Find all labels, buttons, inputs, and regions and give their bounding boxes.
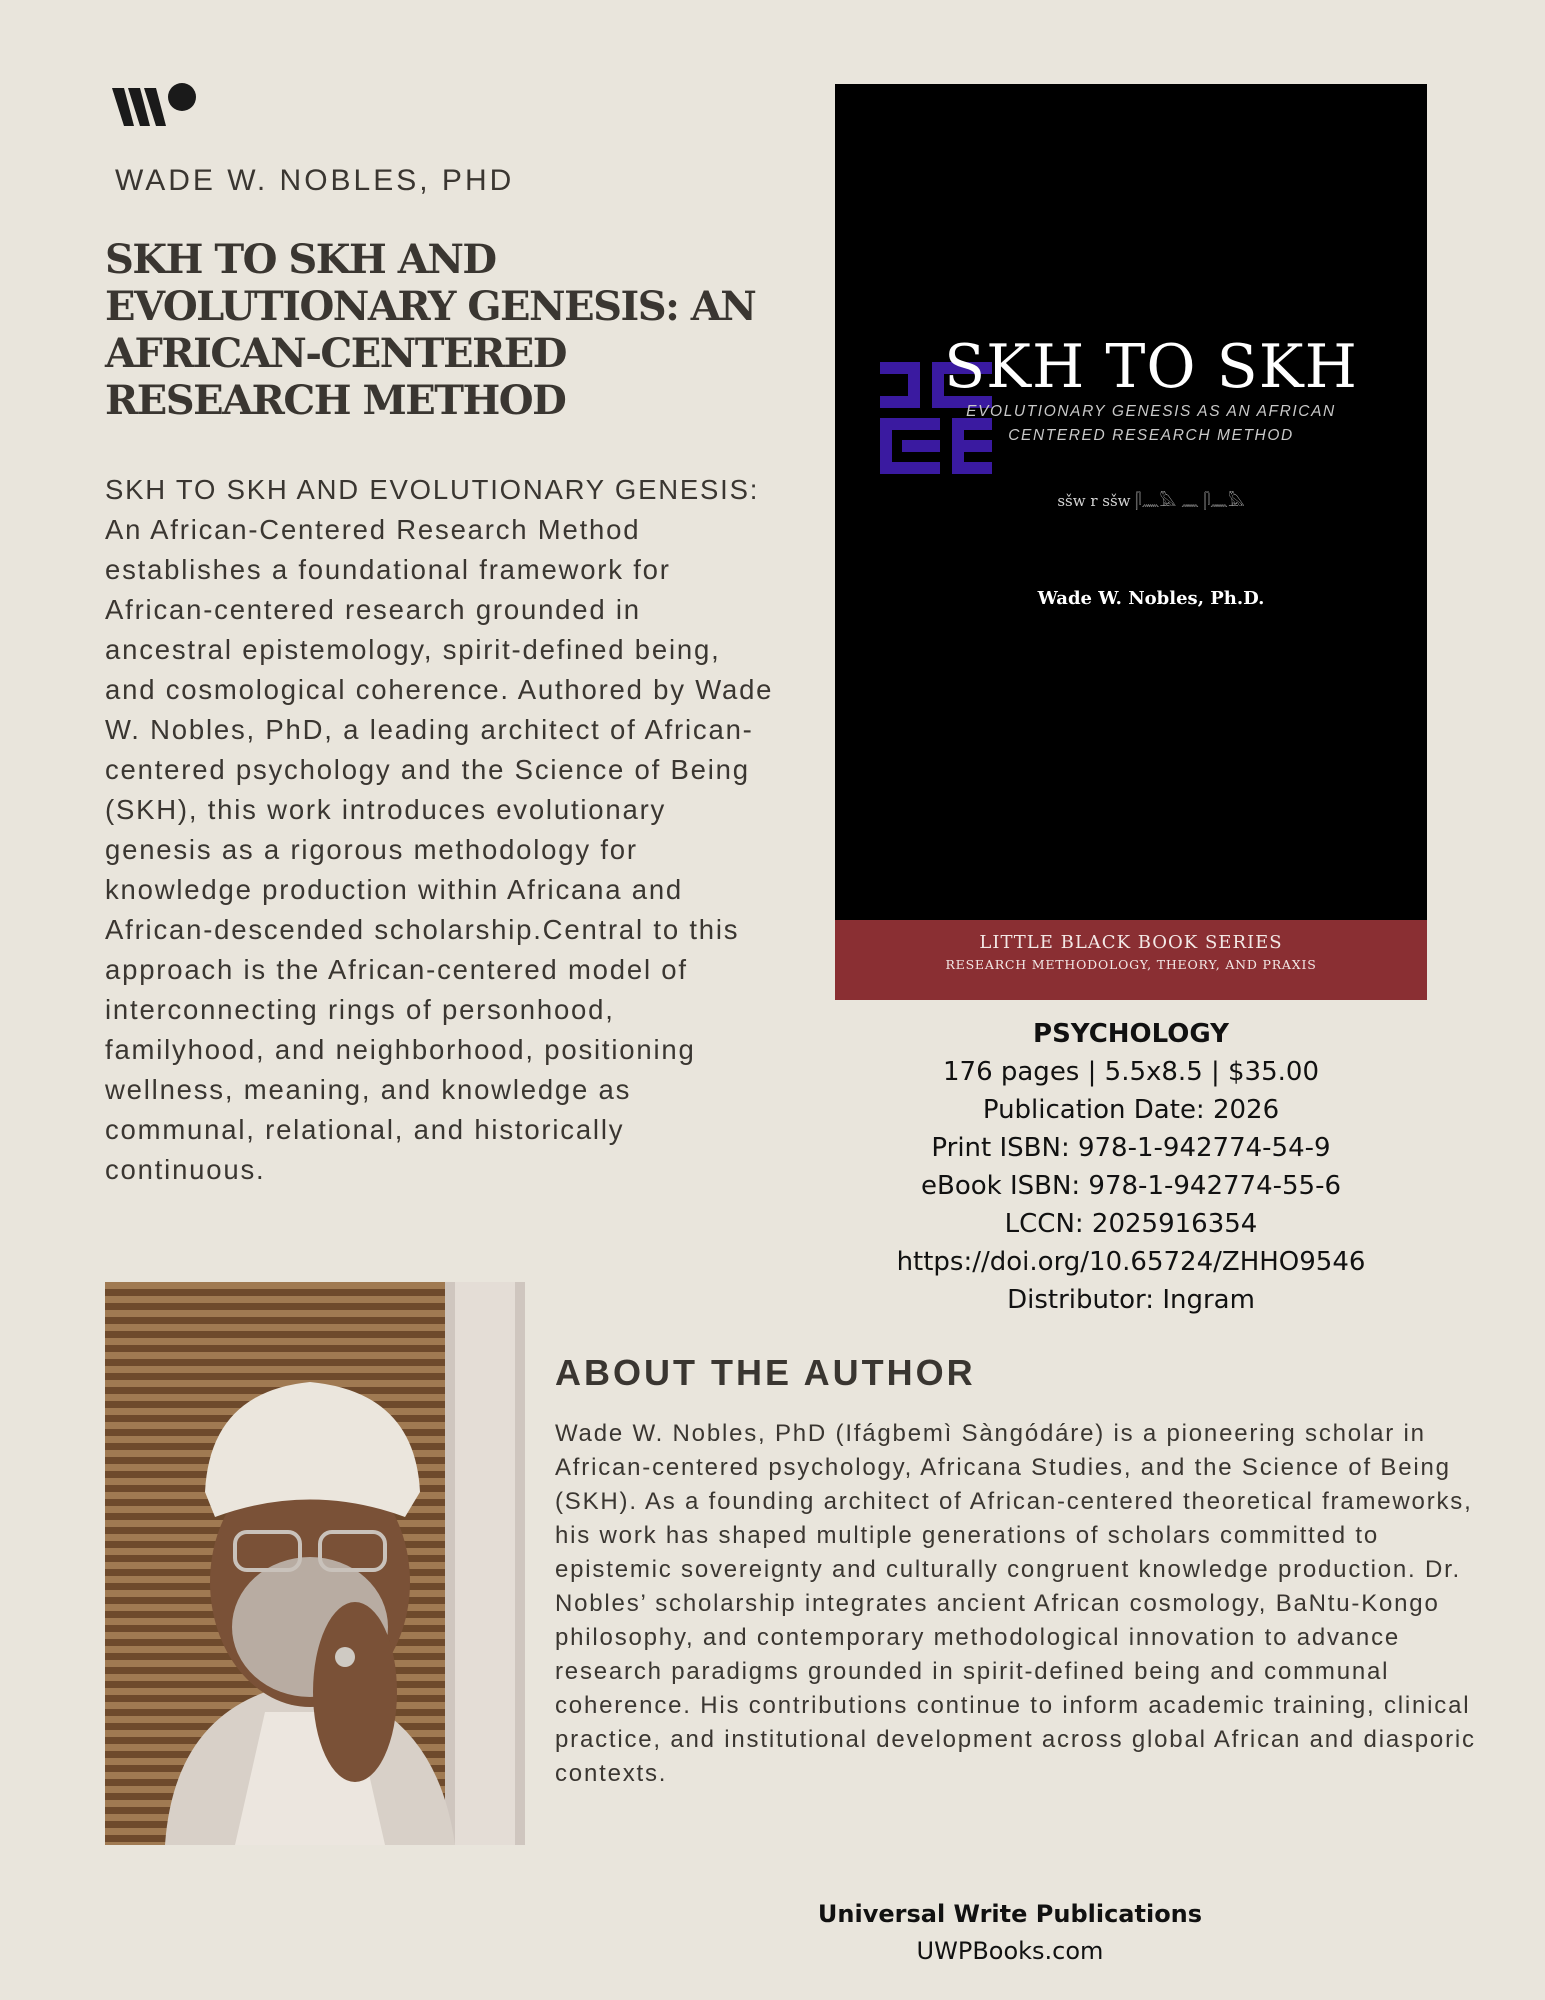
author-name: WADE W. NOBLES, PHD	[115, 164, 515, 197]
cover-subtitle-line1: EVOLUTIONARY GENESIS AS AN AFRICAN	[966, 403, 1336, 420]
cover-hieroglyph-text: sšw r sšw 𓋴𓈖𓅓 𓈖 𓋴𓈖𓅓	[1057, 492, 1245, 510]
publisher-website[interactable]: UWPBooks.com	[916, 1937, 1104, 1965]
lccn: LCCN: 2025916354	[1004, 1209, 1258, 1239]
about-author-heading: ABOUT THE AUTHOR	[555, 1352, 976, 1393]
publisher-logo	[110, 80, 200, 132]
cover-subtitle	[935, 400, 1367, 448]
distributor: Distributor: Ingram	[1007, 1285, 1255, 1315]
book-specs: 176 pages | 5.5x8.5 | $35.00	[942, 1057, 1319, 1087]
cover-author: Wade W. Nobles, Ph.D.	[1037, 588, 1265, 609]
book-description: SKH TO SKH AND EVOLUTIONARY GENESIS: An African-Centered Research Method establishes a foundational framework for African-centered research grounded in ancestral epistemology, spirit-defined being, and cosmological coherence. Authored by Wade W. Nobles, PhD, a leading architect of African-centered psychology and the Science of Being (SKH), this work introduces evolutionary genesis as a rigorous methodology for knowledge production within Africana and African-descended scholarship.Central to this approach is the African-centered model of interconnecting rings of personhood, familyhood, and neighborhood, positioning wellness, meaning, and knowledge as communal, relational, and historically continuous.	[105, 474, 774, 1185]
publication-date: Publication Date: 2026	[982, 1095, 1280, 1125]
cover-subtitle-line2: CENTERED RESEARCH METHOD	[1008, 427, 1294, 444]
cover-series-title: LITTLE BLACK BOOK SERIES	[979, 932, 1283, 953]
cover-title: SKH TO SKH	[944, 332, 1358, 402]
book-title: SKH TO SKH AND EVOLUTIONARY GENESIS: AN AFRICAN-CENTERED RESEARCH METHOD	[105, 236, 756, 424]
cover-series-subtitle: RESEARCH METHODOLOGY, THEORY, AND PRAXIS	[945, 957, 1317, 972]
publisher-name: Universal Write Publications	[817, 1900, 1203, 1928]
author-photo	[105, 1282, 525, 1845]
cover-series-band	[835, 920, 1427, 1000]
book-category: PSYCHOLOGY	[1033, 1019, 1229, 1049]
doi-link[interactable]: https://doi.org/10.65724/ZHHO9546	[896, 1247, 1366, 1277]
about-author-text: Wade W. Nobles, PhD (Ifágbemì Sàngódáre) is a pioneering scholar in African-centered psychology, Africana Studies, and the Science of Being (SKH). As a founding architect of African-centered theoretical frameworks, his work has shaped multiple generations of scholars committed to epistemic sovereignty and culturally congruent knowledge production. Dr. Nobles’ scholarship integrates ancient African cosmology, BaNtu-Kongo philosophy, and contemporary methodological innovation to advance research paradigms grounded in spirit-defined being and communal coherence. His contributions continue to inform academic training, clinical practice, and institutional development across global African and diasporic contexts.	[555, 1420, 1476, 1787]
ebook-isbn: eBook ISBN: 978-1-942774-55-6	[920, 1171, 1342, 1201]
book-metadata	[835, 1015, 1427, 1319]
print-isbn: Print ISBN: 978-1-942774-54-9	[931, 1133, 1331, 1163]
book-cover	[835, 84, 1427, 1000]
